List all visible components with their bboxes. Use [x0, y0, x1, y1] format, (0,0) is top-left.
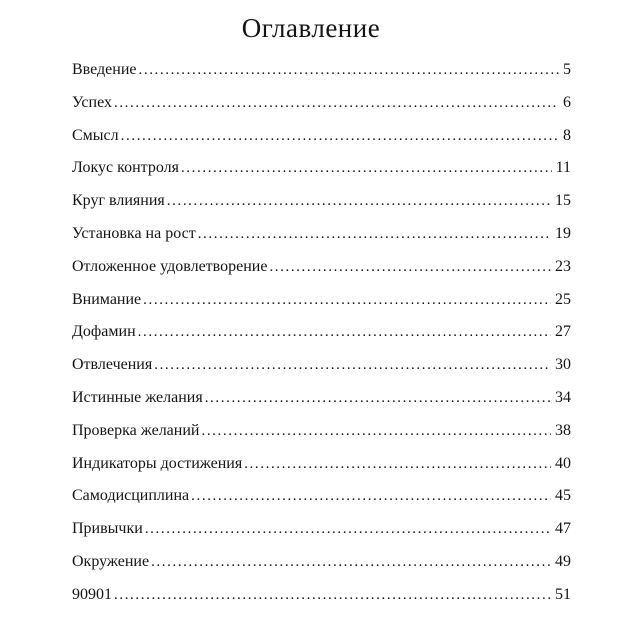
- toc-entry-page-number: 34: [555, 388, 571, 406]
- toc-entry[interactable]: [72, 579, 571, 612]
- dot-leader: [121, 120, 559, 153]
- dot-leader: [143, 284, 551, 317]
- dot-leader: [114, 579, 551, 612]
- toc-entry-page-number: 30: [555, 356, 571, 374]
- toc-entry-page-number: 5: [563, 61, 571, 78]
- toc-entry-label: Отвлечения: [72, 356, 153, 374]
- toc-entry-page-number: 23: [555, 257, 571, 275]
- toc-entry[interactable]: [72, 120, 571, 153]
- toc-entry[interactable]: [72, 513, 571, 546]
- toc-entry-label: Круг влияния: [72, 192, 165, 210]
- dot-leader: [154, 349, 551, 382]
- toc-entry[interactable]: [72, 480, 571, 513]
- toc-entry[interactable]: [72, 152, 571, 185]
- dot-leader: [198, 218, 551, 251]
- toc-entry-page-number: 11: [555, 159, 571, 177]
- dot-leader: [139, 54, 560, 87]
- toc-entry[interactable]: [72, 185, 571, 218]
- toc-entry-label: Смысл: [72, 126, 119, 144]
- dot-leader: [269, 251, 551, 284]
- toc-entry-label: Внимание: [72, 290, 142, 308]
- toc-entry-page-number: 49: [555, 552, 571, 570]
- dot-leader: [181, 152, 552, 185]
- dot-leader: [205, 382, 551, 415]
- dot-leader: [167, 185, 551, 218]
- toc-entry-page-number: 15: [555, 192, 571, 210]
- toc-entry[interactable]: [72, 87, 571, 120]
- toc-entry[interactable]: [72, 54, 571, 87]
- toc-entry-page-number: 8: [563, 126, 571, 144]
- toc-list: [72, 54, 571, 612]
- toc-entry-label: Индикаторы достижения: [72, 454, 243, 472]
- toc-entry-page-number: 6: [563, 93, 571, 111]
- toc-entry-label: Отложенное удовлетворение: [72, 257, 268, 275]
- dot-leader: [151, 546, 551, 579]
- dot-leader: [145, 513, 551, 546]
- dot-leader: [114, 87, 559, 120]
- toc-entry-label: Установка на рост: [72, 224, 196, 242]
- toc-entry-label: Истинные желания: [72, 388, 203, 406]
- toc-entry-label: 90901: [72, 585, 112, 603]
- toc-entry-label: Успех: [72, 93, 112, 111]
- toc-entry-label: Дофамин: [72, 323, 136, 341]
- toc-entry-page-number: 47: [555, 520, 571, 538]
- toc-entry-page-number: 45: [555, 487, 571, 505]
- toc-entry[interactable]: [72, 448, 571, 481]
- toc-entry[interactable]: [72, 316, 571, 349]
- dot-leader: [138, 316, 551, 349]
- toc-entry-label: Самодисциплина: [72, 487, 190, 505]
- dot-leader: [191, 480, 551, 513]
- dot-leader: [201, 415, 551, 448]
- page-title: Оглавление: [241, 13, 381, 43]
- toc-entry[interactable]: [72, 546, 571, 579]
- toc-entry[interactable]: [72, 218, 571, 251]
- toc-entry-page-number: 38: [555, 421, 571, 439]
- toc-entry[interactable]: [72, 349, 571, 382]
- toc-entry[interactable]: [72, 284, 571, 317]
- toc-entry-page-number: 25: [555, 290, 571, 308]
- toc-entry-page-number: 27: [555, 323, 571, 341]
- toc-entry-label: Локус контроля: [72, 159, 179, 177]
- toc-entry[interactable]: [72, 415, 571, 448]
- toc-entry-label: Привычки: [72, 520, 143, 538]
- toc-entry[interactable]: [72, 382, 571, 415]
- toc-entry-page-number: 40: [555, 454, 571, 472]
- toc-entry-label: Проверка желаний: [72, 421, 200, 439]
- toc-entry-page-number: 51: [555, 585, 571, 603]
- dot-leader: [244, 448, 551, 481]
- toc-entry-label: Окружение: [72, 552, 150, 570]
- toc-entry-label: Введение: [72, 61, 137, 78]
- toc-entry[interactable]: [72, 251, 571, 284]
- toc-entry-page-number: 19: [555, 224, 571, 242]
